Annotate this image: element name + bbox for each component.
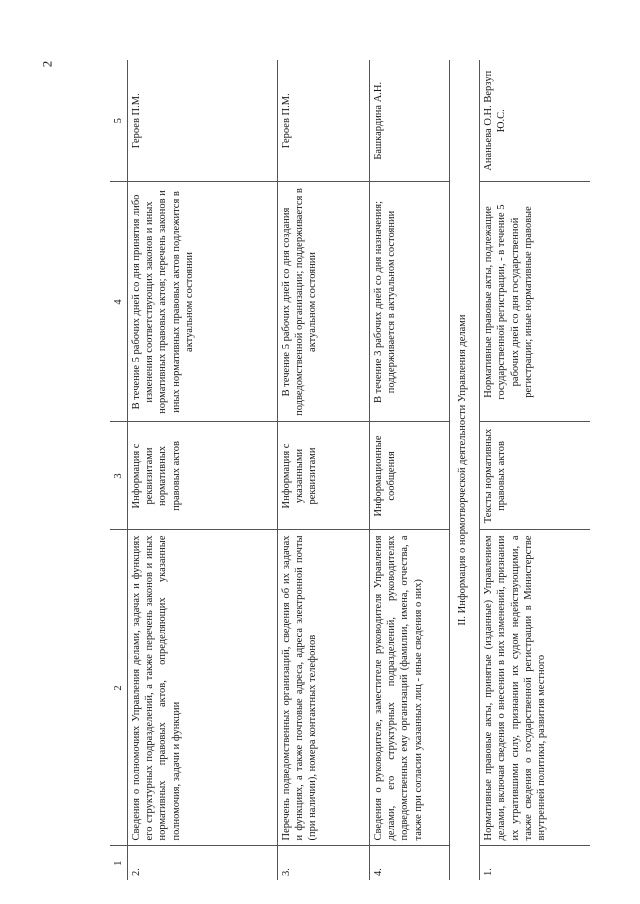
row-number: 4. [370,846,450,880]
header-col-1: 1 [110,846,128,880]
header-col-5: 5 [110,60,128,182]
row-deadline: В течение 5 рабочих дней со дня принятия либо изменения соответствующих законов и иных нормативных правовых актов; перечень законов и иных нормативных правовых актов подлежится в актуальном состоянии [128,182,278,422]
row-deadline: В течение 5 рабочих дней со дня создания подведомственной организации; поддерживается в актуальном состоянии [278,182,370,422]
row-number: 3. [278,846,370,880]
page-number: 2 [39,60,55,68]
header-col-4: 4 [110,182,128,422]
header-row [110,60,128,880]
header-col-2: 2 [110,530,128,846]
row-responsible: Башкардина А.Н. [370,60,450,182]
table-row [128,60,278,880]
row-deadline: В течение 3 рабочих дней со дня назначения; поддерживается в актуальном состоянии [370,182,450,422]
row-content: Информация с указанными реквизитами [278,422,370,530]
table-row [480,60,590,880]
section-heading-row [450,60,480,880]
row-number: 1. [483,868,495,876]
row-content: Тексты нормативных правовых актов [480,422,590,530]
rotated-table-sheet [110,60,630,880]
row-responsible: Героев П.М. [128,60,278,182]
row-responsible: Героев П.М. [278,60,370,182]
row-description: Сведения о полномочиях Управления делами, задачах и функциях его структурных подразделений, а также перечень законов и иных нормативных правовых актов, определяющих указанные полномочия, задачи и функции [128,530,278,846]
row-description: Нормативные правовые акты, принятые (изданные) Управлением делами, включая сведения о внесении в них изменений, признании их утратившими силу, признании их судом недействующими, а также сведения о государственной регистрации в Министерстве внутренней политики, развития местного [480,530,590,846]
row-number: 2. [128,846,278,880]
row-description: Сведения о руководителе, заместителе руководителя Управления делами, его структурных подразделений, руководителях подведомственных ему организаций (фамилии, имена, отчества, а также при согласии указанных лиц - иные сведения о них) [370,530,450,846]
section-title: II. Информация о нормотворческой деятельности Управления делами [450,60,480,880]
row-deadline: Нормативные правовые акты, подлежащие государственной регистрации, - в течение 5 рабочих дней со дня государственной регистрации; иные нормативные правовые [480,182,590,422]
row-responsible: Ананьева О.Н. Верзуп Ю.С. [480,60,590,182]
registry-table [110,60,590,880]
row-content: Информация с реквизитами нормативных правовых актов [128,422,278,530]
row-description: Перечень подведомственных организаций, сведения об их задачах и функциях, а также почтовые адреса, адреса электронной почты (при наличии), номера контактных телефонов [278,530,370,846]
row-content: Информационные сообщения [370,422,450,530]
table-row [278,60,370,880]
header-col-3: 3 [110,422,128,530]
table-row [370,60,450,880]
